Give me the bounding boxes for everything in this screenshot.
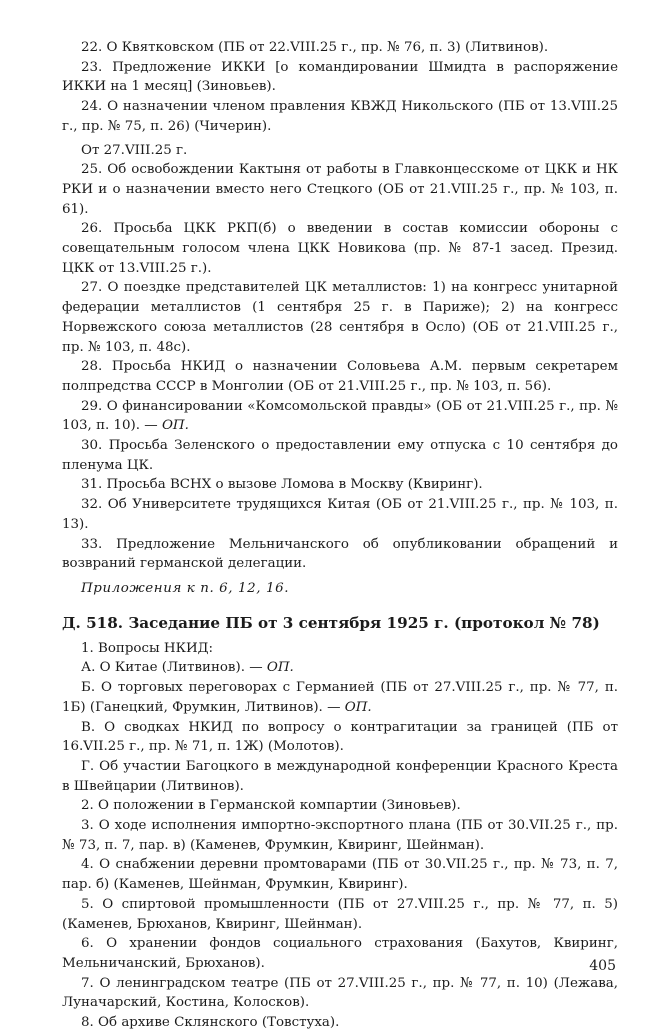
list-item: 24. О назначении членом правления КВЖД Никольского (ПБ от 13.VIII.25 г., пр. № 75, п. 26) (Чичерин).: [62, 99, 618, 134]
agenda-subitem: [62, 658, 618, 678]
decision-mark: — ОП.: [327, 699, 372, 715]
decision-mark: — ОП.: [144, 418, 189, 434]
agenda-item: 6. О хранении фондов социального страхования (Бахутов, Квиринг, Мельничанский, Брюханов).: [62, 936, 618, 971]
list-item: 30. Просьба Зеленского о предоставлении ему отпуска с 10 сентября до пленума ЦК.: [62, 438, 618, 473]
document-page: [62, 38, 618, 1033]
list-item: 33. Предложение Мельничанского об опубликовании обращений и возвраний германской делегации.: [62, 536, 618, 572]
document-title: Д. 518. Заседание ПБ от 3 сентября 1925 г. (протокол № 78): [62, 613, 600, 632]
agenda-head: 1. Вопросы НКИД:: [81, 640, 214, 656]
list-item: 31. Просьба ВСНХ о вызове Ломова в Москву (Квиринг).: [81, 477, 483, 493]
agenda-item: 4. О снабжении деревни промтоварами (ПБ от 30.VII.25 г., пр. № 73, п. 7, пар. б) (Каменев, Шейнман, Фрумкин, Квиринг).: [62, 857, 618, 893]
list-item: [62, 397, 618, 436]
agenda-subitem: В. О сводках НКИД по вопросу о контрагитации за границей (ПБ от 16.VII.25 г., пр. № 71, п. 1Ж) (Молотов).: [62, 719, 618, 755]
list-item: 26. Просьба ЦКК РКП(б) о введении в состав комиссии обороны с совещательным голосом члена ЦКК Новикова (пр. № 87-1 засед. Презид. ЦКК от 13.VIII.25 г.).: [62, 221, 618, 276]
agenda-item: 7. О ленинградском театре (ПБ от 27.VIII.25 г., пр. № 77, п. 10) (Лежава, Луначарский, Костина, Колосков).: [62, 975, 618, 1011]
appendix-note: Приложения к п. 6, 12, 16.: [81, 580, 290, 596]
agenda-subitem: [62, 678, 618, 717]
agenda-subitem-text: А. О Китае (Литвинов).: [81, 660, 245, 676]
list-item: 22. О Квятковском (ПБ от 22.VIII.25 г., пр. № 76, п. 3) (Литвинов).: [81, 40, 549, 55]
list-item: 28. Просьба НКИД о назначении Соловьева А.М. первым секретарем полпредства СССР в Монголии (ОБ от 21.VIII.25 г., пр. № 103, п. 56).: [62, 359, 618, 394]
agenda-subitem: Г. Об участии Багоцкого в международной конференции Красного Креста в Швейцарии (Литвинов).: [62, 758, 618, 794]
agenda-item: 8. Об архиве Склянского (Товстуха).: [81, 1015, 340, 1031]
list-item: 23. Предложение ИККИ [о командировании Шмидта в распоряжение ИККИ на 1 месяц] (Зиновьев).: [62, 59, 618, 95]
decision-mark: — ОП.: [249, 660, 294, 676]
list-item: 25. Об освобождении Кактыня от работы в Главконцесскоме от ЦКК и НК РКИ и о назначении вместо него Стецкого (ОБ от 21.VIII.25 г., пр. № 103, п. 61).: [62, 162, 618, 217]
date-line: От 27.VIII.25 г.: [81, 142, 188, 158]
agenda-subitem-text: Б. О торговых переговорах с Германией (ПБ от 27.VIII.25 г., пр. № 77, п. 1Б) (Ганецкий, Фрумкин, Литвинов).: [62, 680, 618, 715]
agenda-item: 3. О ходе исполнения импортно-экспортного плана (ПБ от 30.VII.25 г., пр. № 73, п. 7, пар. в) (Каменев, Фрумкин, Квиринг, Шейнман).: [62, 818, 618, 853]
list-item: 32. Об Университете трудящихся Китая (ОБ от 21.VIII.25 г., пр. № 103, п. 13).: [62, 497, 618, 532]
agenda-item: 2. О положении в Германской компартии (Зиновьев).: [81, 798, 461, 814]
list-item: 27. О поездке представителей ЦК металлистов: 1) на конгресс унитарной федерации металлистов (1 сентября 25 г. в Париже); 2) на конгресс Норвежского союза металлистов (28 сентября в Осло) (ОБ от 21.VIII.25 г., пр. № 103, п. 48с).: [62, 280, 618, 355]
list-item-text: 29. О финансировании «Комсомольской правды» (ОБ от 21.VIII.25 г., пр. № 103, п. 10).: [62, 398, 618, 434]
page-number: 405: [589, 958, 616, 974]
agenda-item: 5. О спиртовой промышленности (ПБ от 27.VIII.25 г., пр. № 77, п. 5) (Каменев, Брюханов, Квиринг, Шейнман).: [62, 896, 618, 932]
